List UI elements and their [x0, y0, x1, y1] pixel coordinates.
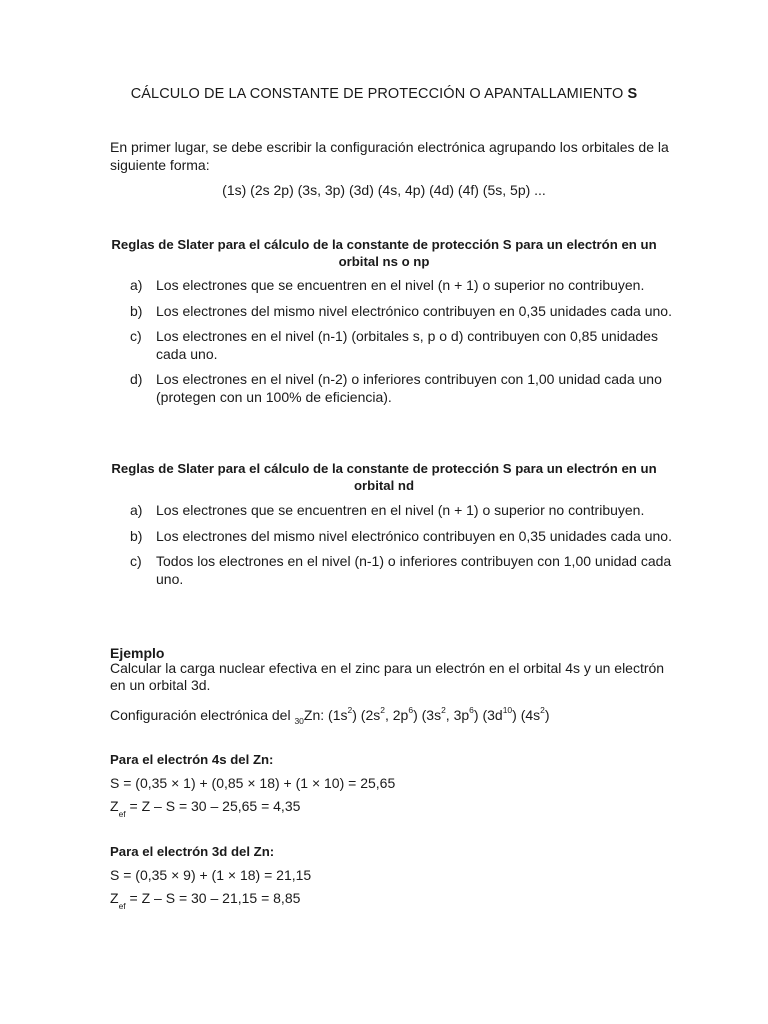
config-term: ) (4s	[512, 707, 541, 723]
config-term: ) (3s	[413, 707, 442, 723]
example-title: Ejemplo	[110, 645, 165, 661]
electron-count: 10	[502, 705, 513, 716]
electron-count: 2	[347, 705, 353, 716]
zinc-configuration	[110, 705, 550, 726]
rule-text: Los electrones que se encuentren en el nivel (n + 1) o superior no contribuyen.	[156, 502, 645, 518]
config-term: ) (2s	[352, 707, 381, 723]
electron-count: 6	[408, 705, 414, 716]
case-4s-heading: Para el electrón 4s del Zn:	[110, 752, 274, 767]
example-statement: Calcular la carga nuclear efectiva en el zinc para un electrón en el orbital 4s y un electrón en un orbital 3d.	[110, 660, 665, 693]
zeff-subscript: ef	[118, 900, 126, 911]
case-4s-shielding: S = (0,35 × 1) + (0,85 × 18) + (1 × 10) = 25,65	[110, 775, 396, 791]
rule-text: Los electrones en el nivel (n-2) o inferiores contribuyen con 1,00 unidad cada uno (protegen con un 100% de eficiencia).	[156, 371, 662, 405]
zeff-symbol: Z	[110, 798, 119, 814]
rule-item	[130, 502, 675, 520]
rules-np-heading: Reglas de Slater para el cálculo de la constante de protección S para un electrón en un orbital ns o np	[111, 237, 657, 269]
orbital-grouping: (1s) (2s 2p) (3s, 3p) (3d) (4s, 4p) (4d) (4f) (5s, 5p) ...	[222, 182, 546, 198]
zeff-symbol: Z	[110, 890, 119, 906]
config-term: )	[544, 707, 550, 723]
rules-np-list	[130, 277, 675, 414]
rules-nd-list	[130, 502, 675, 596]
case-3d-shielding: S = (0,35 × 9) + (1 × 18) = 21,15	[110, 867, 312, 883]
rule-item	[130, 328, 675, 363]
rule-marker: a)	[130, 502, 143, 518]
case-3d-heading: Para el electrón 3d del Zn:	[110, 844, 275, 859]
rule-text: Los electrones en el nivel (n-1) (orbitales s, p o d) contribuyen con 0,85 unidades cada uno.	[156, 328, 658, 362]
rules-nd-heading: Reglas de Slater para el cálculo de la constante de protección S para un electrón en un orbital nd	[111, 461, 657, 493]
zeff-equation: = Z – S = 30 – 25,65 = 4,35	[125, 798, 301, 814]
page-title	[0, 86, 768, 102]
rule-marker: b)	[130, 527, 143, 544]
title-text: CÁLCULO DE LA CONSTANTE DE PROTECCIÓN O APANTALLAMIENTO	[130, 86, 628, 102]
config-term: : (1s	[320, 707, 348, 723]
rule-text: Los electrones del mismo nivel electrónico contribuyen en 0,35 unidades cada uno.	[156, 527, 672, 544]
config-term: , 2p	[384, 707, 409, 723]
rule-item	[130, 528, 675, 546]
config-term: ) (3d	[473, 707, 503, 723]
rule-item	[130, 371, 675, 406]
intro-paragraph: En primer lugar, se debe escribir la configuración electrónica agrupando los orbitales de la siguiente forma:	[110, 139, 669, 173]
config-term: , 3p	[445, 707, 470, 723]
zeff-subscript: ef	[118, 808, 126, 819]
rule-text: Los electrones del mismo nivel electrónico contribuyen en 0,35 unidades cada uno.	[156, 302, 672, 319]
case-3d-zeff	[110, 890, 301, 911]
title-symbol: S	[627, 86, 638, 102]
rule-item	[130, 277, 675, 295]
config-label: Configuración electrónica del	[110, 707, 295, 723]
electron-count: 2	[380, 705, 385, 716]
zeff-equation: = Z – S = 30 – 21,15 = 8,85	[125, 890, 301, 906]
rule-marker: c)	[130, 553, 142, 569]
rule-text: Todos los electrones en el nivel (n-1) o inferiores contribuyen con 1,00 unidad cada uno.	[156, 553, 672, 587]
rule-item	[130, 303, 675, 321]
electron-count: 2	[540, 705, 545, 716]
rule-marker: c)	[130, 328, 142, 344]
rule-marker: b)	[130, 302, 143, 319]
electron-count: 2	[441, 705, 446, 716]
element-symbol: Zn	[303, 707, 321, 723]
configuration-terms	[320, 707, 549, 723]
atomic-number: 30	[294, 716, 304, 726]
case-4s-zeff	[110, 798, 301, 819]
rule-item	[130, 553, 675, 588]
rule-text: Los electrones que se encuentren en el nivel (n + 1) o superior no contribuyen.	[156, 277, 645, 293]
electron-count: 6	[469, 705, 474, 716]
rule-marker: d)	[130, 371, 143, 387]
rule-marker: a)	[130, 277, 143, 293]
